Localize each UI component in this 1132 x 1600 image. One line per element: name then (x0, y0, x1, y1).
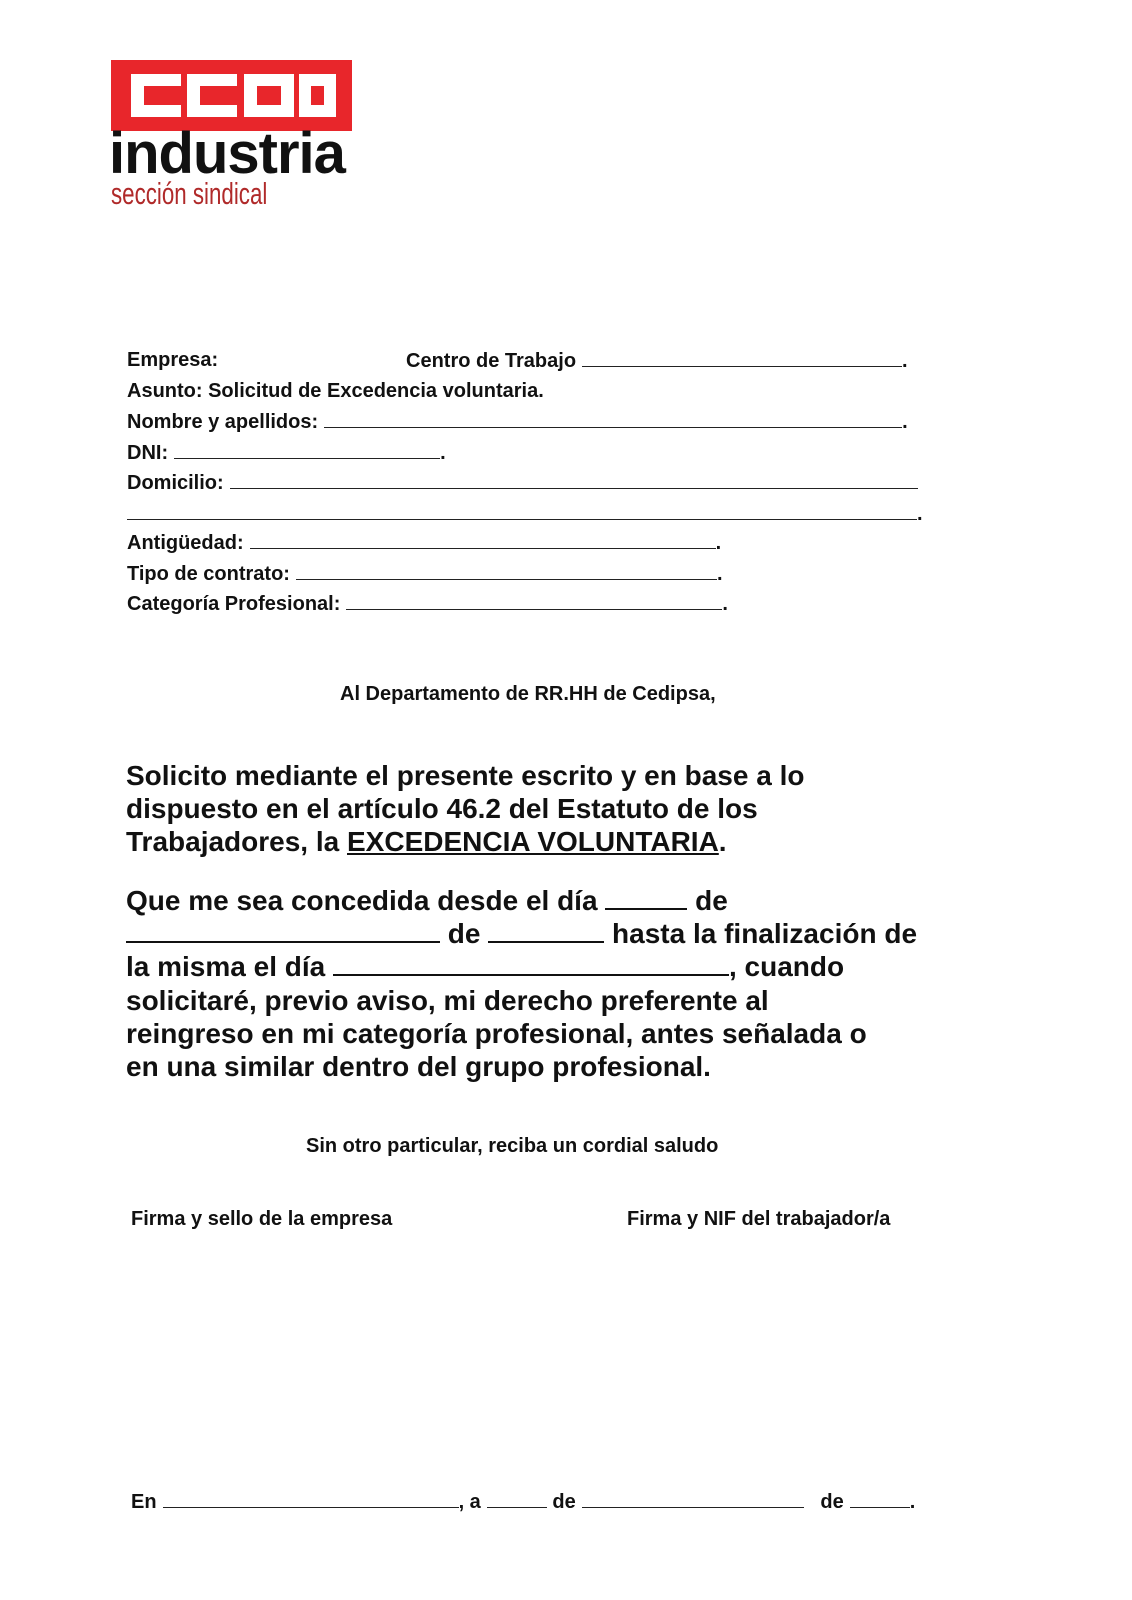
field-domicilio-2 (127, 501, 923, 526)
body-line (126, 825, 727, 858)
closing: Sin otro particular, reciba un cordial saludo (306, 1135, 719, 1157)
year-from-blank[interactable] (488, 917, 604, 943)
logo-industria: industria (109, 121, 345, 186)
period: . (440, 442, 446, 464)
body-line: reingreso en mi categoría profesional, antes señalada o (126, 1018, 867, 1049)
period: . (715, 532, 722, 554)
nombre-blank[interactable] (324, 409, 902, 428)
empresa-label: Empresa: (127, 349, 219, 371)
footer-text: de (820, 1491, 844, 1513)
day-blank[interactable] (487, 1489, 547, 1508)
domicilio-label: Domicilio: (127, 472, 224, 494)
antiguedad-label: Antigüedad: (127, 532, 244, 554)
dni-blank[interactable] (174, 440, 440, 459)
footer-text: En (131, 1491, 157, 1513)
centro-label: Centro de Trabajo (406, 350, 577, 372)
antiguedad-blank[interactable] (250, 530, 716, 549)
body-line (126, 950, 844, 983)
categoria-label: Categoría Profesional: (127, 593, 341, 615)
field-categoria (127, 591, 728, 616)
field-nombre (127, 409, 908, 434)
body-line: solicitaré, previo aviso, mi derecho preferente al (126, 985, 769, 1016)
body-line: dispuesto en el artículo 46.2 del Estatuto de los (126, 793, 758, 824)
body-text: Trabajadores, la (126, 826, 347, 857)
field-antiguedad (127, 530, 721, 555)
excedencia-emphasis: EXCEDENCIA VOLUNTARIA (347, 826, 719, 857)
footer-text: de (552, 1491, 576, 1513)
footer-text: , a (458, 1491, 481, 1513)
company-signature-label: Firma y sello de la empresa (131, 1208, 393, 1230)
body-line (126, 884, 728, 917)
period: . (716, 563, 723, 585)
place-date-line (131, 1489, 915, 1514)
body-text: de (695, 885, 728, 916)
field-empresa (127, 348, 218, 372)
domicilio-blank[interactable] (230, 470, 918, 489)
body-text: Que me sea concedida desde el día (126, 885, 598, 916)
body-text: de (447, 918, 481, 949)
asunto: Asunto: Solicitud de Excedencia voluntaria. (127, 380, 544, 402)
domicilio-blank-2[interactable] (127, 501, 917, 520)
ccoo-logo (111, 60, 352, 210)
year-blank[interactable] (850, 1489, 910, 1508)
field-centro (406, 348, 908, 373)
day-from-blank[interactable] (605, 884, 687, 910)
tipo-blank[interactable] (296, 561, 717, 580)
place-blank[interactable] (163, 1489, 459, 1508)
body-line (126, 917, 917, 950)
date-until-blank[interactable] (333, 950, 729, 976)
body-text: hasta la finalización de (612, 918, 918, 949)
month-blank[interactable] (582, 1489, 804, 1508)
body-text: , cuando (729, 951, 845, 982)
body-text: . (718, 826, 727, 857)
body-text: la misma el día (126, 951, 326, 982)
field-dni (127, 440, 446, 465)
dni-label: DNI: (127, 442, 169, 464)
worker-signature-label: Firma y NIF del trabajador/a (627, 1208, 891, 1230)
addressee: Al Departamento de RR.HH de Cedipsa, (340, 683, 716, 705)
tipo-label: Tipo de contrato: (127, 563, 290, 585)
period: . (909, 1491, 916, 1513)
centro-blank[interactable] (582, 348, 902, 367)
field-tipo-contrato (127, 561, 723, 586)
body-line: en una similar dentro del grupo profesional. (126, 1051, 711, 1082)
nombre-label: Nombre y apellidos: (127, 411, 319, 433)
period: . (917, 503, 923, 525)
logo-subtitle: sección sindical (111, 176, 268, 211)
categoria-blank[interactable] (346, 591, 722, 610)
body-line: Solicito mediante el presente escrito y en base a lo (126, 760, 805, 791)
month-from-blank[interactable] (126, 917, 440, 943)
field-domicilio (127, 470, 918, 495)
period: . (902, 411, 908, 433)
period: . (722, 593, 728, 615)
period: . (902, 350, 908, 372)
